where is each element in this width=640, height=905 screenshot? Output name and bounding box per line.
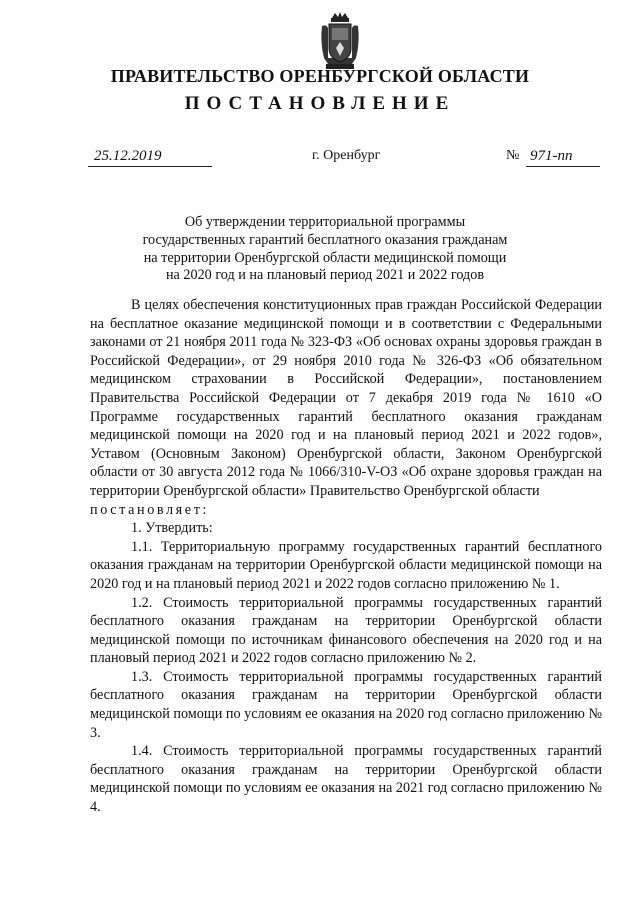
document-type-heading: ПОСТАНОВЛЕНИЕ — [184, 93, 456, 114]
title-line: Об утверждении территориальной программы — [184, 214, 466, 230]
document-title — [100, 214, 550, 285]
document-city: г. Оренбург — [312, 148, 381, 163]
document-meta-row — [0, 146, 640, 172]
title-line: на территории Оренбургской области медицинской помощи — [143, 249, 507, 266]
item-1: 1. Утвердить: — [131, 520, 213, 537]
organization-heading: ПРАВИТЕЛЬСТВО ОРЕНБУРГСКОЙ ОБЛАСТИ — [110, 66, 530, 86]
item-1-4: 1.4. Стоимость территориальной программы государственных гарантий бесплатного оказания гражданам на территории Оренбургской области медицинской помощи по условиям ее оказания на 2021 год согласно приложению № 4. — [90, 743, 602, 816]
item-1-2: 1.2. Стоимость территориальной программы государственных гарантий бесплатного оказания гражданам на территории Оренбургской области медицинской помощи по источникам финансового обеспечения на 2020 год и на плановый период 2021 и 2022 годов согласно приложению № 2. — [90, 594, 602, 667]
coat-of-arms-icon — [318, 12, 362, 70]
decree-word: постановляет: — [90, 501, 210, 518]
document-body — [90, 296, 602, 817]
document-number — [506, 146, 598, 166]
document-date: 25.12.2019 — [88, 146, 212, 167]
item-1-3: 1.3. Стоимость территориальной программы государственных гарантий бесплатного оказания гражданам на территории Оренбургской области медицинской помощи по условиям ее оказания на 2020 год согласно приложению № 3. — [90, 668, 602, 741]
preamble-paragraph: В целях обеспечения конституционных прав граждан Российской Федерации на бесплатное оказание медицинской помощи и в соответствии с Федеральными законами от 21 ноября 2011 года № 323-ФЗ «Об основах охраны здоровья граждан в Российской Федерации», от 29 ноября 2010 года № 326-ФЗ «Об обязательном медицинском страховании в Российской Федерации», постановлением Правительства Российской Федерации от 7 декабря 2019 года № 1610 «О Программе государственных гарантий бесплатного оказания гражданам медицинской помощи на 2020 год и на плановый период 2021 и 2022 годов», Уставом (Основным Законом) Оренбургской области, Законом Оренбургской области от 30 августа 2012 года № 1066/310-V-ОЗ «Об охране здоровья граждан на территории Оренбургской области» Правительство Оренбургской области — [90, 297, 602, 499]
number-sign: № — [506, 148, 520, 163]
title-line: государственных гарантий бесплатного оказания гражданам — [142, 231, 508, 248]
title-line: на 2020 год и на плановый период 2021 и 2022 годов — [165, 267, 485, 284]
number-value: 971-пп — [526, 146, 600, 167]
item-1-1: 1.1. Территориальную программу государственных гарантий бесплатного оказания гражданам на территории Оренбургской области медицинской помощи на 2020 год и на плановый период 2021 и 2022 годов согласно приложению № 1. — [90, 538, 602, 592]
